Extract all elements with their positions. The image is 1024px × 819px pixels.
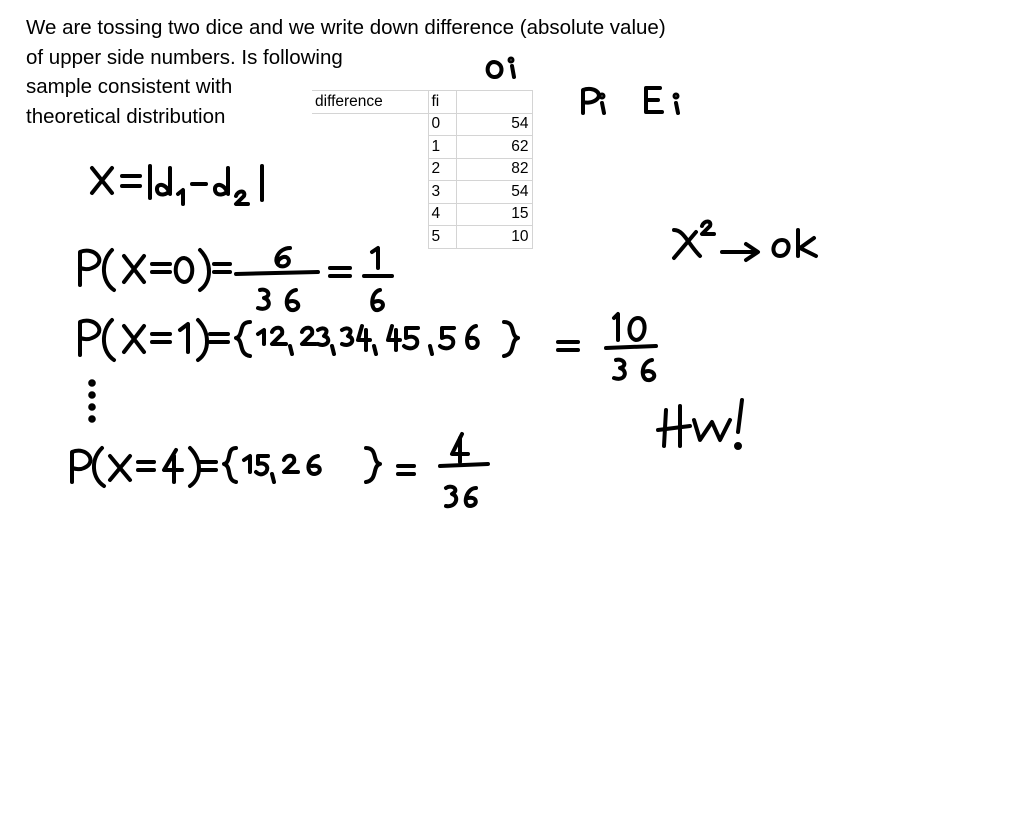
observed-label-handwriting (488, 59, 514, 78)
homework-note-handwriting (658, 400, 742, 448)
problem-text-line-1: We are tossing two dice and we write down difference (absolute value) (26, 16, 666, 39)
frequency-cell: 54 (456, 113, 532, 136)
random-variable-handwriting (92, 166, 262, 204)
frequency-cell: 54 (456, 181, 532, 204)
p-x1-handwriting (80, 314, 656, 380)
p-x4-handwriting (72, 434, 488, 506)
difference-cell: 5 (428, 226, 456, 249)
frequency-cell: 82 (456, 158, 532, 181)
p-x0-handwriting (80, 248, 392, 310)
frequency-cell: 15 (456, 203, 532, 226)
difference-cell: 3 (428, 181, 456, 204)
problem-text-line-2: of upper side numbers. Is following (26, 45, 343, 69)
frequency-cell: 62 (456, 136, 532, 159)
chi-square-note-handwriting (674, 222, 816, 261)
problem-text-line-4: theoretical distribution (26, 104, 226, 128)
frequency-cell: 10 (456, 226, 532, 249)
header-difference: difference (312, 91, 428, 114)
ellipsis-handwriting (90, 381, 94, 421)
problem-text-line-3: sample consistent with (26, 75, 233, 98)
difference-cell: 0 (428, 113, 456, 136)
header-fi: fi (428, 91, 456, 114)
difference-cell: 4 (428, 203, 456, 226)
difference-cell: 2 (428, 158, 456, 181)
difference-cell: 1 (428, 136, 456, 159)
prob-expected-labels-handwriting (583, 88, 678, 113)
